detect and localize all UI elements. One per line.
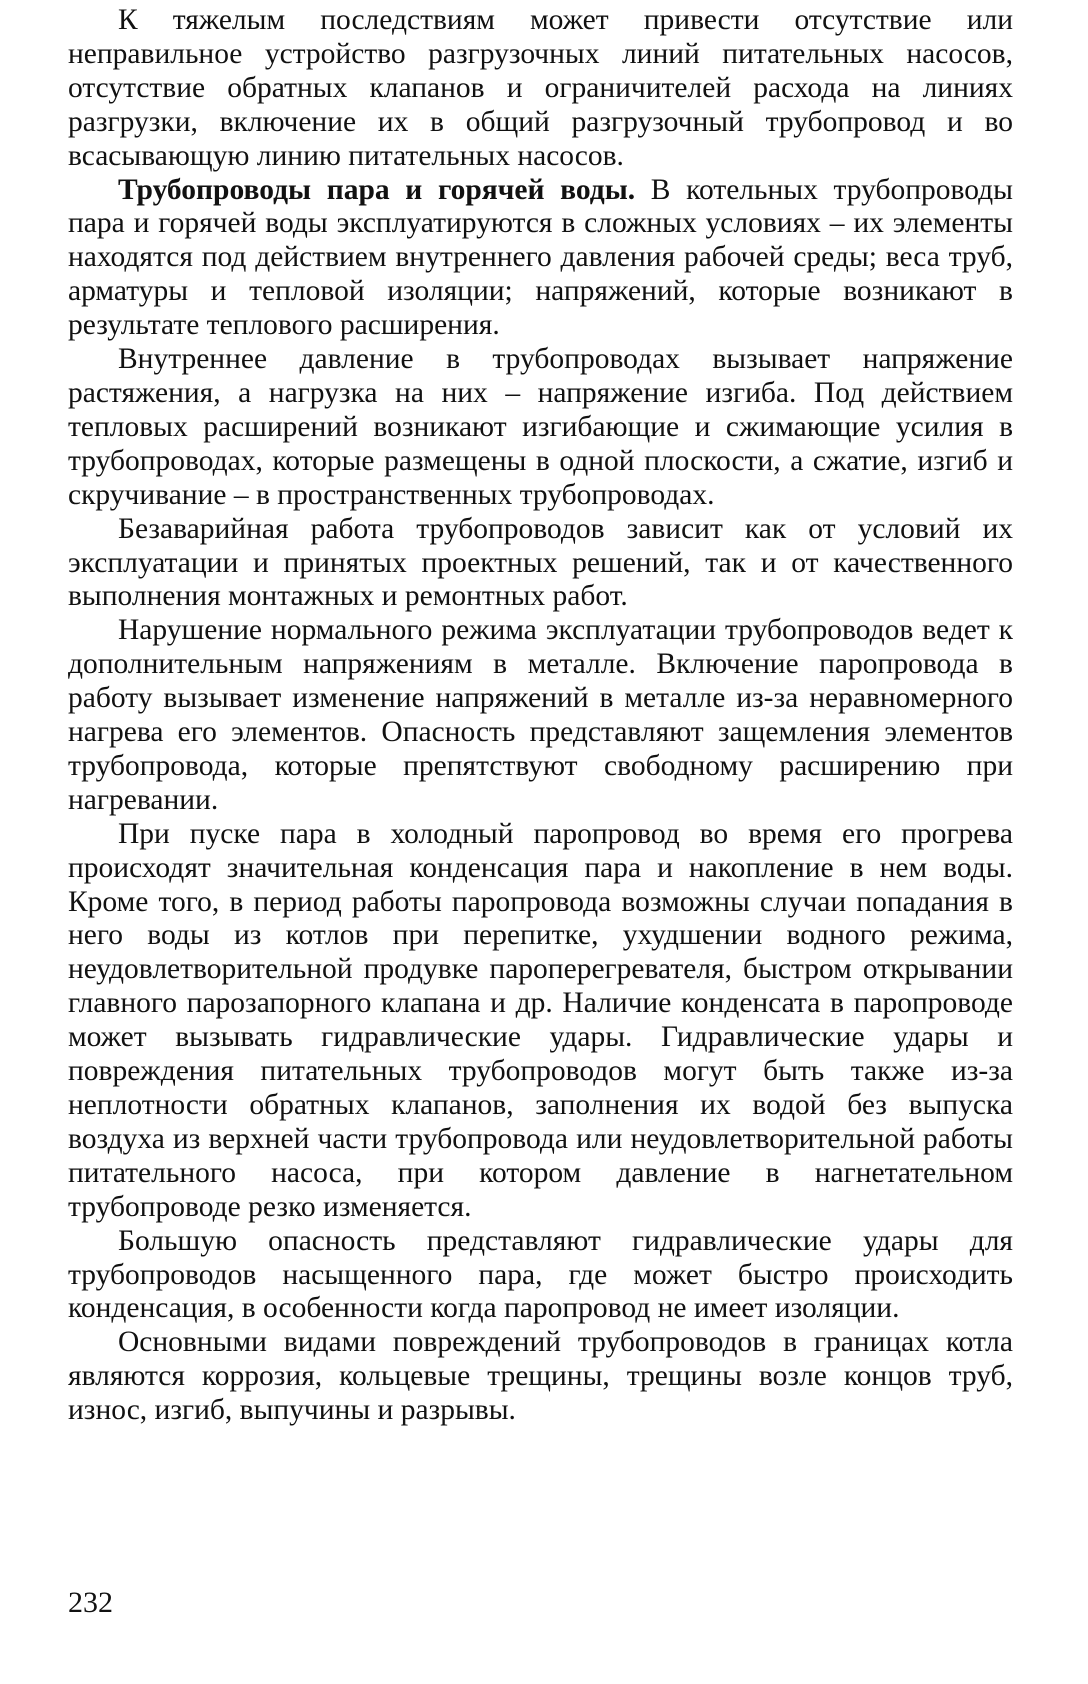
paragraph-pipelines-heading — [68, 174, 1013, 344]
paragraph-text: Основными видами повреждений трубопроводов в границах котла являются коррозия, кольцевые трещины, трещины возле концов труб, износ, изгиб, выпучины и разрывы. — [68, 1326, 1013, 1427]
paragraph-text: Внутреннее давление в трубопроводах вызывает напряжение растяжения, а нагрузка на них – напряжение изгиба. Под действием тепловых расширений возникают изгибающие и сжимающие усилия в трубопроводах, которые размещены в одной плоскости, а сжатие, изгиб и скручивание – в пространственных трубопроводах. — [68, 343, 1013, 511]
paragraph-text: Нарушение нормального режима эксплуатации трубопроводов ведет к дополнительным напряжениям в металле. Включение паропровода в работу вызывает изменение напряжений в металле из-за неравномерного нагрева его элементов. Опасность представляют защемления элементов трубопровода, которые препятствуют свободному расширению при нагревании. — [68, 614, 1013, 816]
paragraph-text: В котельных трубопроводы пара и горячей воды эксплуатируются в сложных условиях – их элементы находятся под действием внутреннего давления рабочей среды; веса труб, арматуры и тепловой изоляции; напряжений, которые возникают в результате теплового расширения. — [68, 173, 1013, 342]
page-body — [68, 4, 1013, 1428]
paragraph-text: Безаварийная работа трубопроводов зависит как от условий их эксплуатации и принятых проектных решений, так и от качественного выполнения монтажных и ремонтных работ. — [68, 512, 1013, 613]
paragraph-text: При пуске пара в холодный паропровод во время его прогрева происходят значительная конденсация пара и накопление в нем воды. Кроме того, в период работы паропровода возможны случаи попадания в него воды из котлов при перепитке, ухудшении водного режима, неудовлетворительной продувке пароперегревателя, быстром открывании главного парозапорного клапана и др. Наличие конденсата в паропроводе может вызывать гидравлические удары. Гидравлические удары и повреждения питательных трубопроводов могут быть также из-за неплотности обратных клапанов, заполнения их водой без выпуска воздуха из верхней части трубопровода или неудовлетворительной работы питательного насоса, при котором давление в нагнетательном трубопроводе резко изменяется. — [68, 817, 1013, 1223]
paragraph-safe-operation — [68, 513, 1013, 615]
paragraph-hydraulic-shocks — [68, 1225, 1013, 1327]
paragraph-text: К тяжелым последствиям может привести отсутствие или неправильное устройство разгрузочных линий питательных насосов, отсутствие обратных клапанов и ограничителей расхода на линиях разгрузки, включение их в общий разгрузочный трубопровод и во всасывающую линию питательных насосов. — [68, 4, 1013, 172]
paragraph-damage-types — [68, 1326, 1013, 1428]
paragraph-consequences — [68, 4, 1013, 174]
paragraph-internal-pressure — [68, 343, 1013, 513]
paragraph-cold-start — [68, 818, 1013, 1225]
section-heading: Трубопроводы пара и горячей воды. — [118, 173, 636, 206]
page-number: 232 — [68, 1586, 113, 1619]
paragraph-mode-violation — [68, 614, 1013, 817]
paragraph-text: Большую опасность представляют гидравлические удары для трубопроводов насыщенного пара, где может быстро происходить конденсация, в особенности когда паропровод не имеет изоляции. — [68, 1224, 1013, 1325]
